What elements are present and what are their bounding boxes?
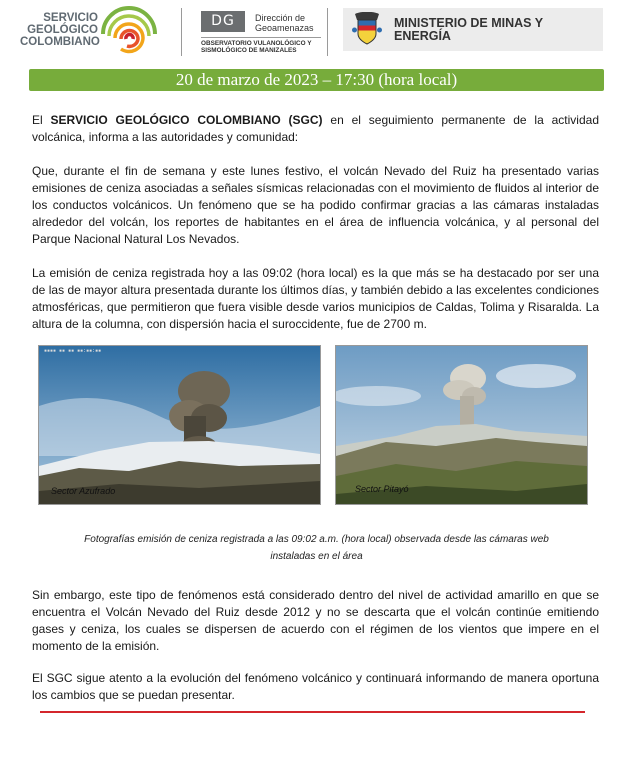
sgc-line-3: COLOMBIANO [20,36,100,48]
paragraph-activity: Que, durante el fin de semana y este lunes festivo, el volcán Nevado del Ruiz ha presentado varias emisiones de ceniza asociadas a señales sísmicas relacionadas con el movimiento de fluidos al interior de los conductos volcánicos. Un fenómeno que se ha podido confirmar gracias a las cámaras instaladas alrededor del volcán, los reportes de habitantes en el área de influencia volcánica, y al personal del Parque Nacional Natural Los Nevados. [32,164,599,246]
organization-name: SERVICIO GEOLÓGICO COLOMBIANO (SGC) [50,113,323,127]
page-header [0,0,633,62]
observatory-line-1: OBSERVATORIO VULANOLÓGICO Y [201,40,312,47]
photo-caption [40,531,593,565]
sgc-line-2: GEOLÓGICO [27,24,98,36]
ministry-line-2: ENERGÍA [394,29,451,43]
camera-timestamp: ▪▪▪▪ ▪▪ ▪▪ ▪▪:▪▪:▪▪ [44,348,102,354]
observatory-line-2: SISMOLÓGICO DE MANIZALES [201,47,297,55]
paragraph-closing: El SGC sigue atento a la evolución del fenómeno volcánico y continuará informando de manera oportuna los cambios que se puedan presentar. [32,671,599,702]
dg-logo: DG [201,11,245,32]
dg-divider [201,37,321,38]
sgc-spiral-logo [97,4,161,60]
paragraph-emission: La emisión de ceniza registrada hoy a las 09:02 (hora local) es la que más se ha destacado por ser una de las de mayor altura presentada durante los últimos días, y también debido a las excelentes condiciones atmosféricas, que permitieron que fuera visible desde varios municipios de Caldas, Tolima y Risaralda. La altura de la columna, con dispersión hacia el suroccidente, fue de 2700 m. [32,266,599,331]
ministry-line-1: MINISTERIO DE MINAS Y [394,16,544,30]
header-divider [327,8,328,56]
photo-label: Sector Pitayó [355,484,409,494]
caption-line-2: instaladas en el área [270,551,363,562]
dg-title-line-2: Geoamenazas [255,23,314,33]
sgc-wordmark [20,12,98,48]
dg-title [255,13,314,33]
photo-label: Sector Azufrado [51,486,116,496]
observatory-name [201,40,321,54]
header-divider [181,8,182,56]
photo-sector-pitayo [335,345,588,505]
caption-line-1: Fotografías emisión de ceniza registrada a las 09:02 a.m. (hora local) observada desde las cámaras web [84,534,549,545]
photo-sector-azufrado [38,345,321,505]
sgc-line-1: SERVICIO [43,12,98,24]
date-banner: 20 de marzo de 2023 – 17:30 (hora local) [29,69,604,91]
dg-title-line-1: Dirección de [255,13,306,23]
paragraph-activity-level: Sin embargo, este tipo de fenómenos está considerado dentro del nivel de actividad amarillo en que se encuentra el Volcán Nevado del Ruiz desde 2012 y no se descarta que el volcán continúe emitiendo gases y ceniza, los cuales se dispersen de acuerdo con el régimen de los vientos que impere en el momento de la emisión. [32,588,599,653]
intro-rest: en el seguimiento permanente de la actividad volcánica, informa a las autoridades y comunidad: [32,113,599,144]
ministry-name [394,17,543,43]
intro-lead: El [32,113,51,127]
colombia-coat-of-arms-icon [352,12,382,46]
footer-rule [40,711,585,713]
intro-paragraph [32,112,599,146]
